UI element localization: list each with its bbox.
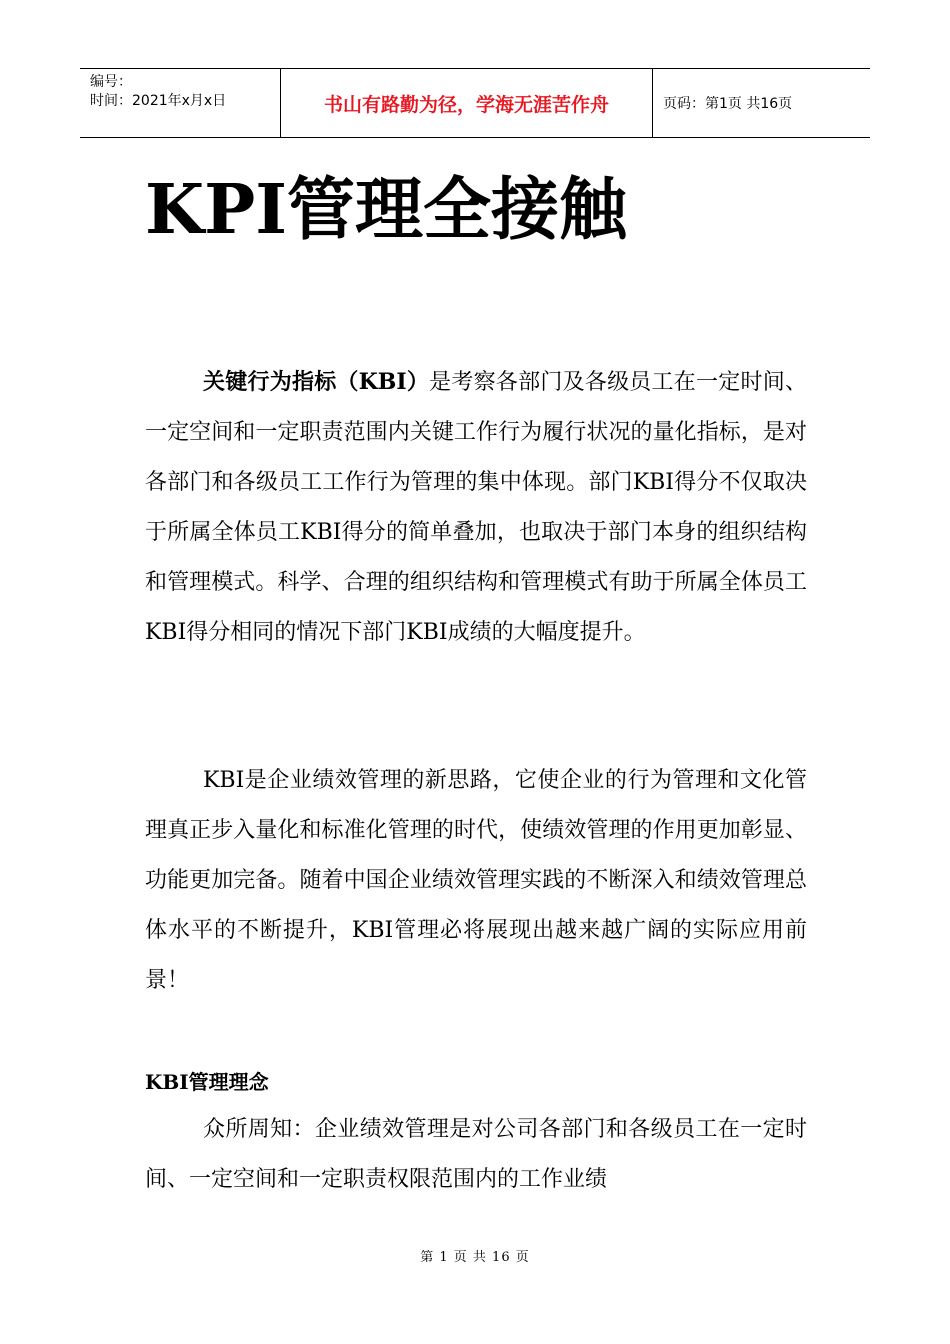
paragraph-1-body: 是考察各部门及各级员工在一定时间、一定空间和一定职责范围内关键工作行为履行状况的量化指标，是对各部门和各级员工工作行为管理的集中体现。部门KBI得分不仅取决于所属全体员工KBI得分的简单叠加，也取决于部门本身的组织结构和管理模式。科学、合理的组织结构和管理模式有助于所属全体员工KBI得分相同的情况下部门KBI成绩的大幅度提升。	[145, 370, 807, 645]
paragraph-1-lead: 关键行为指标（KBI）	[203, 369, 430, 395]
header-motto: 书山有路勤为径，学海无涯苦作舟	[281, 69, 653, 137]
paragraph-2: KBI是企业绩效管理的新思路，它使企业的行为管理和文化管理真正步入量化和标准化管理的时代，使绩效管理的作用更加彰显、功能更加完备。随着中国企业绩效管理实践的不断深入和绩效管理总体水平的不断提升，KBI管理必将展现出越来越广阔的实际应用前景！	[145, 768, 807, 993]
header-meta-cell	[80, 69, 281, 137]
document-title: KPI管理全接触	[145, 170, 628, 250]
paragraph-1	[145, 357, 807, 658]
document-time-label: 时间：2021年x月x日	[90, 93, 227, 109]
document-number-label: 编号：	[90, 74, 132, 90]
header-table	[80, 68, 870, 138]
paragraph-3: 众所周知：企业绩效管理是对公司各部门和各级员工在一定时间、一定空间和一定职责权限范围内的工作业绩	[145, 1117, 807, 1192]
header-page-info: 页码：第1页 共16页	[663, 96, 793, 112]
page-footer: 第 1 页 共 16 页	[420, 1250, 530, 1265]
section-heading: KBI管理理念	[145, 1070, 269, 1094]
